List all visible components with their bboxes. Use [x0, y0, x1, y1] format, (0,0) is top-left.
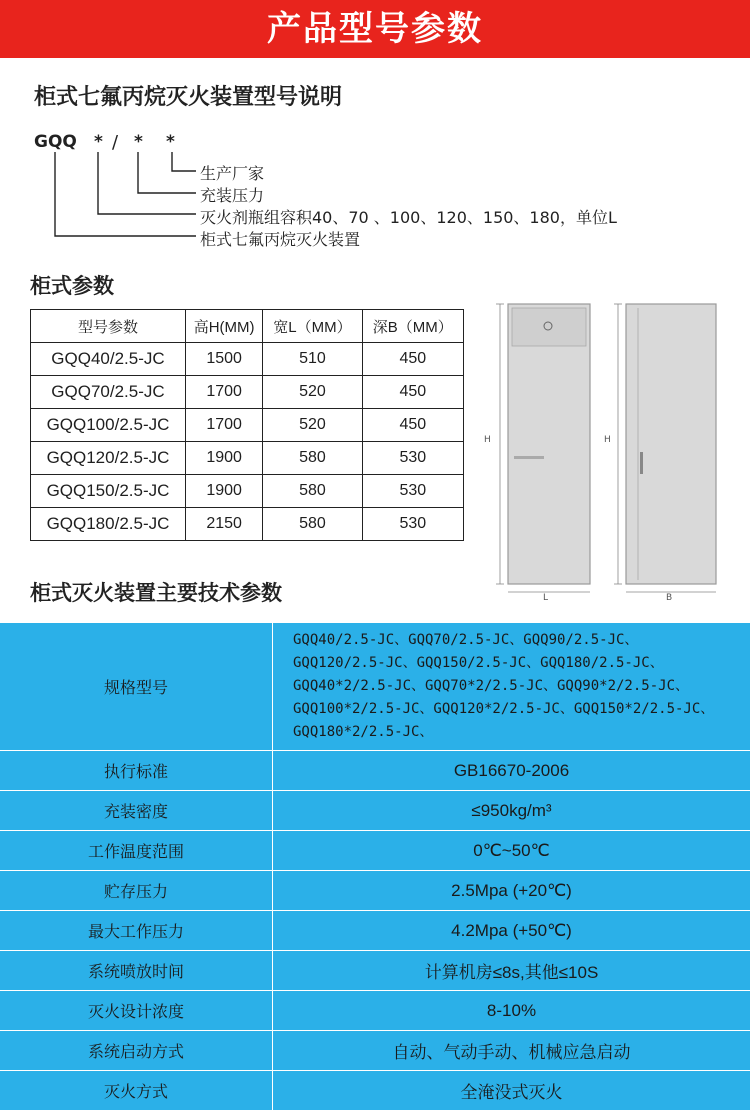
code-prefix: GQQ — [34, 132, 77, 152]
table-row — [0, 951, 750, 991]
cell-depth: 530 — [362, 508, 463, 541]
param-value: ≤950kg/m³ — [273, 791, 750, 831]
table-row — [0, 1071, 750, 1111]
table-row — [0, 751, 750, 791]
cell-width: 520 — [263, 409, 362, 442]
param-value: 2.5Mpa (+20℃) — [273, 871, 750, 911]
table-row — [31, 508, 464, 541]
spec-line: GQQ100*2/2.5-JC、GQQ120*2/2.5-JC、GQQ150*2/2.5-JC、 — [293, 701, 715, 717]
cell-height: 1700 — [185, 409, 262, 442]
table-row — [31, 442, 464, 475]
param-key: 充装密度 — [0, 791, 273, 831]
label-volume: 灭火剂瓶组容积40、70 、100、120、150、180，单位L — [200, 208, 617, 227]
param-key: 系统启动方式 — [0, 1031, 273, 1071]
param-key: 系统喷放时间 — [0, 951, 273, 991]
param-value: 8-10% — [273, 991, 750, 1031]
param-value: GB16670-2006 — [273, 751, 750, 791]
cell-width: 580 — [263, 442, 362, 475]
label-pressure: 充装压力 — [200, 186, 265, 205]
table-row — [0, 1031, 750, 1071]
param-key: 最大工作压力 — [0, 911, 273, 951]
cell-height: 2150 — [185, 508, 262, 541]
header-depth: 深B（MM） — [362, 310, 463, 343]
table-row — [31, 409, 464, 442]
cabinet-side-view — [604, 304, 716, 602]
spec-line: GQQ40/2.5-JC、GQQ70/2.5-JC、GQQ90/2.5-JC、 — [293, 632, 639, 648]
param-value: 计算机房≤8s,其他≤10S — [273, 951, 750, 991]
param-key: 灭火方式 — [0, 1071, 273, 1111]
cabinet-drawing — [480, 296, 740, 602]
table-row — [0, 831, 750, 871]
label-device: 柜式七氟丙烷灭火装置 — [200, 230, 361, 249]
cabinet-params-title: 柜式参数 — [30, 274, 114, 298]
cell-model: GQQ40/2.5-JC — [31, 343, 186, 376]
param-key: 贮存压力 — [0, 871, 273, 911]
cell-depth: 530 — [362, 475, 463, 508]
model-explain-title: 柜式七氟丙烷灭火装置型号说明 — [34, 85, 343, 110]
cell-depth: 530 — [362, 442, 463, 475]
param-value: 自动、气动手动、机械应急启动 — [273, 1031, 750, 1071]
param-key: 执行标准 — [0, 751, 273, 791]
code-star-volume: * — [94, 132, 103, 152]
param-key: 灭火设计浓度 — [0, 991, 273, 1031]
cell-model: GQQ120/2.5-JC — [31, 442, 186, 475]
cell-model: GQQ180/2.5-JC — [31, 508, 186, 541]
cell-depth: 450 — [362, 343, 463, 376]
cell-height: 1500 — [185, 343, 262, 376]
cell-height: 1900 — [185, 475, 262, 508]
table-row — [0, 623, 750, 751]
cell-height: 1900 — [185, 442, 262, 475]
table-row — [31, 376, 464, 409]
cell-model: GQQ70/2.5-JC — [31, 376, 186, 409]
param-value: 全淹没式灭火 — [273, 1071, 750, 1111]
table-row — [31, 343, 464, 376]
table-header-row — [31, 310, 464, 343]
spec-line: GQQ120/2.5-JC、GQQ150/2.5-JC、GQQ180/2.5-JC、 — [293, 655, 664, 671]
table-row — [31, 475, 464, 508]
cell-model: GQQ150/2.5-JC — [31, 475, 186, 508]
spec-key: 规格型号 — [0, 623, 273, 751]
param-value: 0℃~50℃ — [273, 831, 750, 871]
cell-width: 580 — [263, 475, 362, 508]
code-star-maker: * — [166, 132, 175, 152]
cell-depth: 450 — [362, 409, 463, 442]
front-height-label: H — [484, 435, 491, 445]
label-maker: 生产厂家 — [200, 164, 265, 183]
header-height: 高H(MM) — [185, 310, 262, 343]
table-row — [0, 791, 750, 831]
side-height-label: H — [604, 435, 611, 445]
table-row — [0, 991, 750, 1031]
cell-width: 520 — [263, 376, 362, 409]
tech-params-table — [0, 623, 750, 1111]
spec-line: GQQ40*2/2.5-JC、GQQ70*2/2.5-JC、GQQ90*2/2.5-JC、 — [293, 678, 690, 694]
header-model: 型号参数 — [31, 310, 186, 343]
spec-line: GQQ180*2/2.5-JC、 — [293, 724, 434, 740]
param-value: 4.2Mpa (+50℃) — [273, 911, 750, 951]
param-key: 工作温度范围 — [0, 831, 273, 871]
table-row — [0, 911, 750, 951]
spec-models — [273, 623, 750, 751]
cabinet-params-table — [30, 309, 464, 541]
header-width: 宽L（MM） — [263, 310, 362, 343]
cell-height: 1700 — [185, 376, 262, 409]
table-row — [0, 871, 750, 911]
side-depth-label: B — [666, 593, 673, 602]
cell-model: GQQ100/2.5-JC — [31, 409, 186, 442]
tech-params-title: 柜式灭火装置主要技术参数 — [30, 581, 282, 605]
cell-width: 510 — [263, 343, 362, 376]
cell-depth: 450 — [362, 376, 463, 409]
code-slash: / — [112, 132, 119, 153]
front-width-label: L — [543, 593, 549, 602]
cell-width: 580 — [263, 508, 362, 541]
code-star-pressure: * — [134, 132, 143, 152]
cabinet-front-view — [484, 304, 590, 602]
page-banner: 产品型号参数 — [0, 0, 750, 58]
